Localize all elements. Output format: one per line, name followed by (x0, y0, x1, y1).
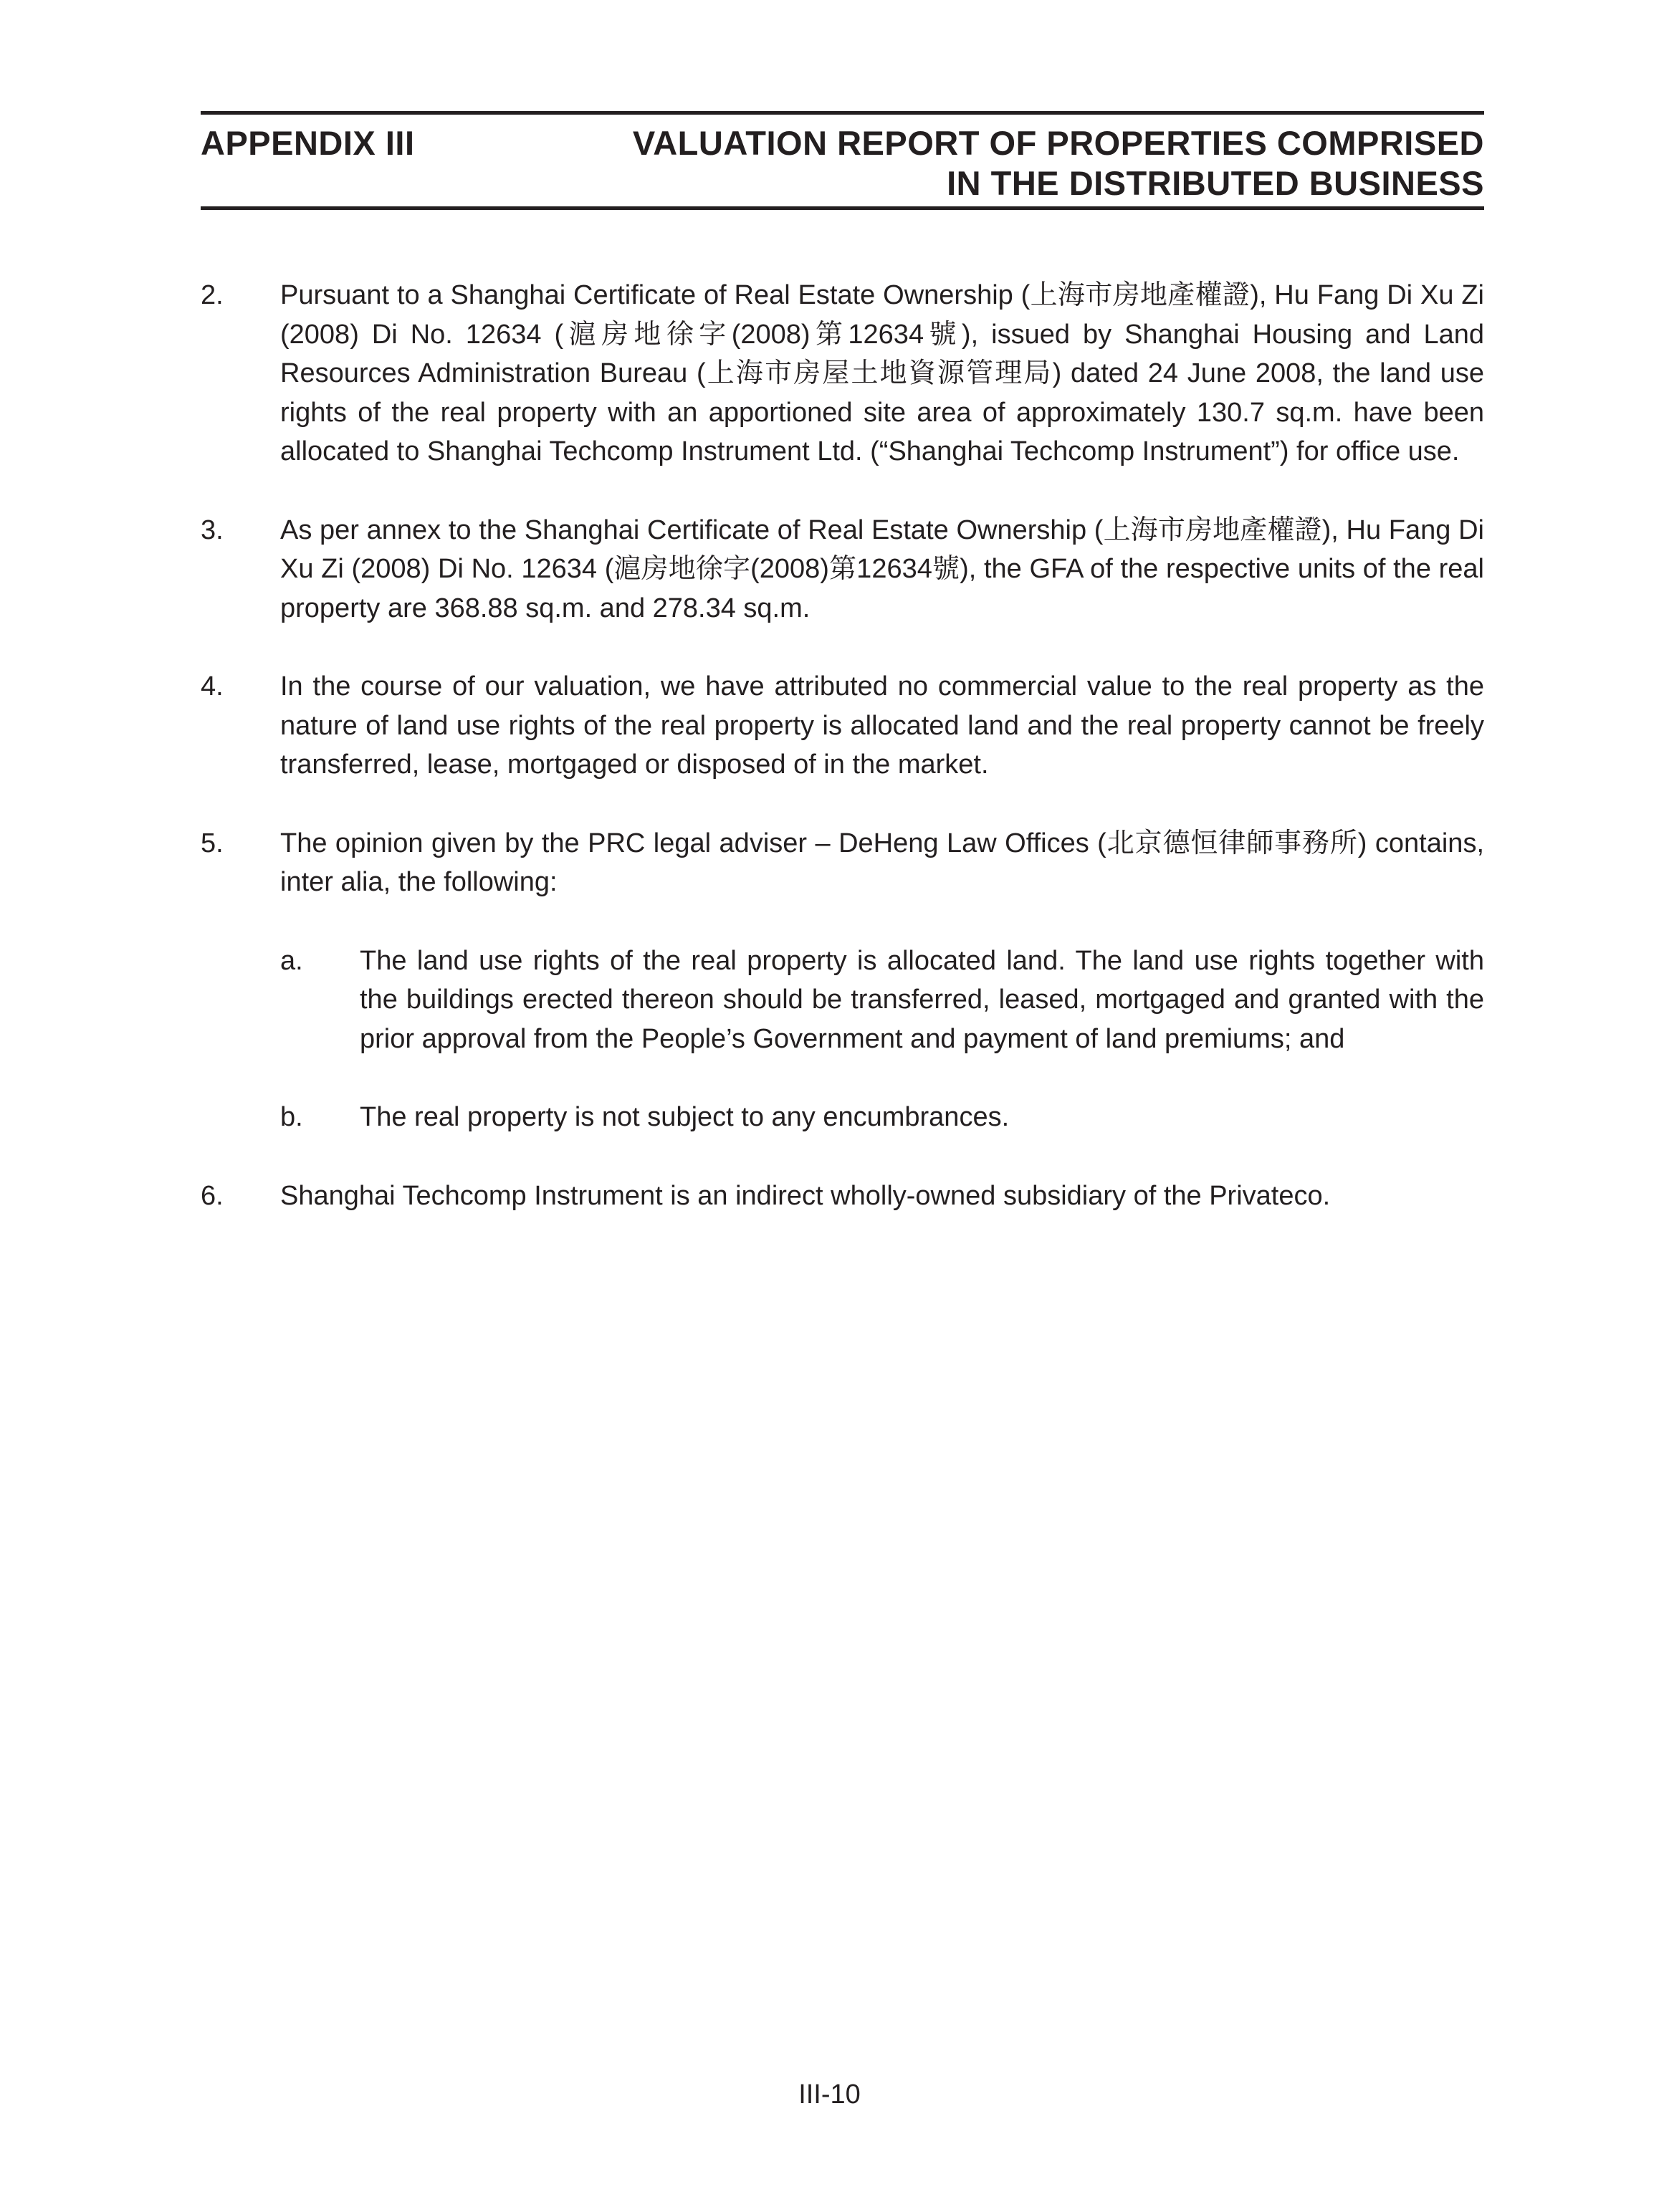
note-item (201, 276, 1484, 471)
note-number: 5. (201, 828, 224, 858)
subitem-label: b. (280, 1102, 303, 1132)
note-number: 4. (201, 671, 224, 702)
note-item (201, 1177, 1484, 1216)
notes-list (201, 276, 1484, 1215)
note-number: 2. (201, 280, 224, 310)
note-text: Shanghai Techcomp Instrument is an indirect wholly-owned subsidiary of the Privateco. (280, 1180, 1331, 1211)
page-title-line-2: IN THE DISTRIBUTED BUSINESS (947, 164, 1484, 202)
subitem-text: The real property is not subject to any encumbrances. (360, 1102, 1010, 1132)
note-text: Pursuant to a Shanghai Certificate of Real Estate Ownership (上海市房地產權證), Hu Fang Di Xu Zi (2008) Di No. 12634 (滬房地徐字(2008)第12634號), issued by Shanghai Housing and Land Resources Administration Bureau (上海市房屋土地資源管理局) dated 24 June 2008, the land use rights of the real property with an apportioned site area of approximately 130.7 sq.m. have been allocated to Shanghai Techcomp Instrument Ltd. (“Shanghai Techcomp Instrument”) for office use. (280, 280, 1484, 466)
appendix-label: APPENDIX III (201, 124, 415, 162)
note-text: As per annex to the Shanghai Certificate of Real Estate Ownership (上海市房地產權證), Hu Fang Di Xu Zi (2008) Di No. 12634 (滬房地徐字(2008)第12634號), the GFA of the respective units of the real property are 368.88 sq.m. and 278.34 sq.m. (280, 514, 1484, 623)
page-title (633, 123, 1484, 204)
subitem-label: a. (280, 945, 303, 976)
note-subitem (280, 1098, 1484, 1137)
note-item (201, 824, 1484, 902)
note-text: In the course of our valuation, we have attributed no commercial value to the real property as the nature of land use rights of the real property is allocated land and the real property cannot be freely transferred, lease, mortgaged or disposed of in the market. (280, 671, 1484, 780)
page-title-line-1: VALUATION REPORT OF PROPERTIES COMPRISED (632, 124, 1484, 162)
header-top-rule (201, 111, 1484, 115)
note-number: 3. (201, 514, 224, 545)
subitem-text: The land use rights of the real property is allocated land. The land use rights together with the buildings erected thereon should be transferred, leased, mortgaged and granted with the prior approval from the People’s Government and payment of land premiums; and (360, 945, 1484, 1054)
note-text: The opinion given by the PRC legal adviser – DeHeng Law Offices (北京德恒律師事務所) contains, inter alia, the following: (280, 828, 1484, 897)
header-bottom-rule (201, 206, 1484, 210)
note-subitem (280, 942, 1484, 1059)
page-number: III-10 (798, 2079, 861, 2110)
note-number: 6. (201, 1180, 224, 1211)
note-item (201, 667, 1484, 785)
note-item (201, 511, 1484, 628)
